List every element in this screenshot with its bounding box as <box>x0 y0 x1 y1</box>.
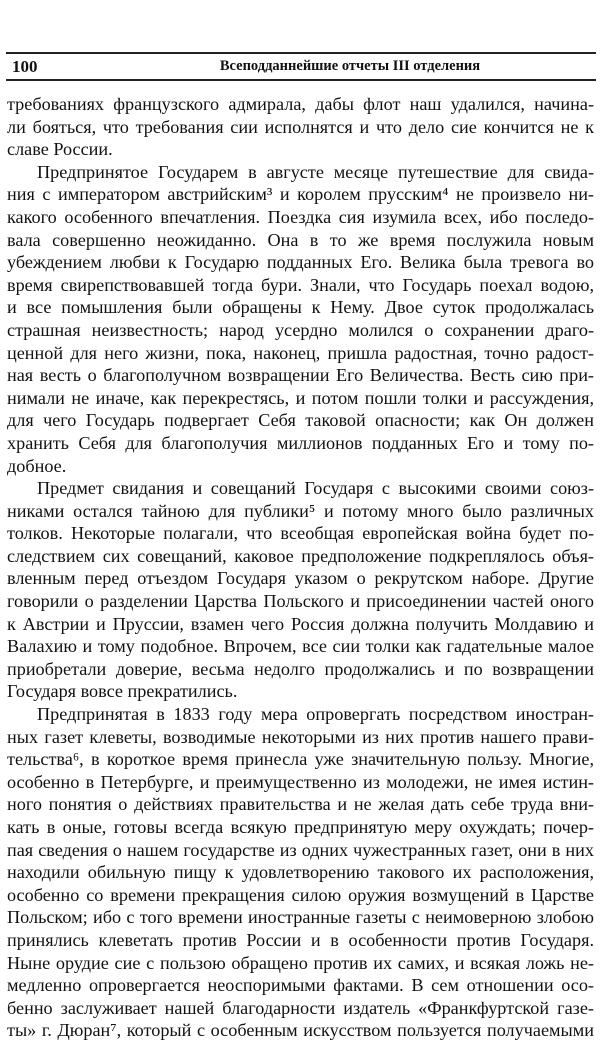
text-line: и все помышления были обращены к Нему. Двое суток продолжалась <box>7 297 594 318</box>
text-line: Валахию и тому подобное. Впрочем, все сии толки как гадательные малое <box>7 636 594 657</box>
header-rule-bottom <box>6 79 596 81</box>
page-number: 100 <box>12 57 38 76</box>
text-line: вала совершенно неожиданно. Она в то же время послужила новым <box>7 229 594 250</box>
paragraph <box>7 477 594 703</box>
paragraph <box>7 703 594 1042</box>
text-line: пая сведения о нашем государстве из одних чужестранных газет, они в них <box>7 839 594 860</box>
text-line: толков. Некоторые полагали, что всеобщая европейская война будет по- <box>7 523 594 544</box>
running-header <box>8 57 592 77</box>
text-line: приобретали доверие, весьма недолго продолжались и по возвращении <box>7 658 594 679</box>
text-line: нимали не иначе, как перекрестясь, и потом пошли толки и рассуждения, <box>7 387 594 408</box>
text-line: ты» г. Дюран⁷, который с особенным искусством пользуется получаемыми <box>7 1020 594 1041</box>
text-line: медленно опровергается неоспоримыми фактами. В сем отношении осо- <box>7 975 594 996</box>
text-line: особенно в Петербурге, и преимущественно из молодежи, не имея истин- <box>7 771 594 792</box>
paragraph <box>7 93 594 161</box>
text-line: кать в оные, готовы всегда всякую предпринятую меру охуждать; почер- <box>7 817 594 837</box>
paragraph <box>7 161 594 477</box>
text-line: ная весть о благополучном возвращении Его Величества. Весть сию при- <box>7 365 594 386</box>
text-line: ного понятия о действиях правительства и не желая дать себе труда вни- <box>7 794 594 815</box>
text-line: особенно со времени прекращения силою оружия возмущений в Царстве <box>7 884 594 905</box>
text-line: требованиях французского адмирала, дабы флот наш удалился, начина- <box>7 94 594 114</box>
text-line: ния с императором австрийским³ и королем прусским⁴ не произвело ни- <box>7 184 594 205</box>
text-line: к Австрии и Пруссии, взамен чего Россия должна получить Молдавию и <box>7 613 594 634</box>
header-rule-top <box>6 52 596 54</box>
text-line: убеждением любви к Государю подданных Его. Велика была тревога во <box>7 252 594 273</box>
text-line: Предпринятое Государем в августе месяце путешествие для свида- <box>37 161 594 182</box>
text-line: тельства⁶, в короткое время принесла уже значительную пользу. Многие, <box>7 749 594 770</box>
text-line: для чего Государь подвергает Себя таковой опасности; как Он должен <box>7 410 594 431</box>
text-line: страшная неизвестность; народ усердно молился о сохранении драго- <box>7 319 594 340</box>
text-line: Ныне орудие сие с пользою обращено против их самих, и всякая ложь не- <box>7 952 594 973</box>
text-line: какого особенного впечатления. Поездка сия изумила всех, ибо последо- <box>7 206 594 227</box>
text-line: хранить Себя для благополучия миллионов подданных Его и тому по- <box>7 432 594 453</box>
text-line: Польском; ибо с того времени иностранные газеты с неимоверною злобою <box>7 907 594 928</box>
text-line: славе России. <box>7 139 113 160</box>
text-line: ценной для него жизни, пока, наконец, пришла радостная, точно радост- <box>7 342 594 363</box>
text-line: ли бояться, что требования сии исполнятся и что дело сие кончится не к <box>7 116 594 137</box>
running-title: Всеподданнейшие отчеты III отделения <box>219 58 481 74</box>
text-line: время свирепствовавшей тогда бури. Знали, что Государь поехал водою, <box>7 274 594 295</box>
text-line: говорили о разделении Царства Польского и присоединении частей оного <box>7 591 594 612</box>
text-line: следствием сих совещаний, каковое предположение подкреплялось объя- <box>7 545 594 566</box>
text-line: Предмет свидания и совещаний Государя с высокими своими союз- <box>37 478 594 499</box>
text-line: бенно заслуживает нашей благодарности издатель «Франкфуртской газе- <box>7 997 594 1018</box>
text-line: находили обильную пищу к удовлетворению такового их расположения, <box>7 862 594 883</box>
text-line: добное. <box>7 455 67 476</box>
body-text <box>7 93 594 1042</box>
text-line: вленным перед отъездом Государя указом о рекрутском наборе. Другие <box>7 568 594 589</box>
text-line: ных газет клеветы, возводимые некоторыми из них против нашего прави- <box>7 726 594 747</box>
text-line: принялись клеветать против России и в особенности против Государя. <box>7 929 594 950</box>
text-line: никами остался тайною для публики⁵ и потому много было различных <box>7 500 594 521</box>
text-line: Государя вовсе прекратились. <box>7 681 238 702</box>
text-line: Предпринятая в 1833 году мера опровергать посредством иностран- <box>37 704 594 725</box>
